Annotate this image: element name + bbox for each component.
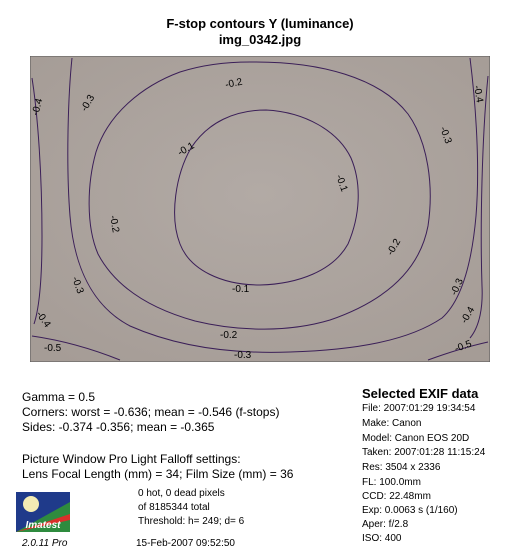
contour-label: -0.3 [448,276,467,298]
exif-row: File: 2007:01:29 19:34:54 [362,403,476,414]
contour-label: -0.1 [232,284,250,295]
exif-row: ISO: 400 [362,533,402,544]
exif-row: Exp: 0.0063 s (1/160) [362,505,458,516]
contour-label: -0.2 [224,76,244,91]
contour-label: -0.4 [30,97,46,117]
contour-label: -0.5 [453,338,474,355]
gamma-text: Gamma = 0.5 [22,390,96,404]
contour-plot [30,56,490,362]
contour-label: -0.4 [459,305,478,326]
sides-text: Sides: -0.374 -0.356; mean = -0.365 [22,420,215,434]
plot-area [30,56,490,362]
pixels-line1: 0 hot, 0 dead pixels [138,488,225,499]
exif-row: Make: Canon [362,418,422,429]
contour-label: -0.1 [333,173,350,194]
pw-heading: Picture Window Pro Light Falloff settings: [22,452,241,466]
contour-label: -0.1 [176,140,197,159]
contour-label: -0.3 [79,93,98,114]
contour-label: -0.2 [107,214,121,234]
contour-label: -0.3 [234,350,252,361]
pixels-line2: of 8185344 total [138,502,210,513]
contour-label: -0.3 [69,275,86,296]
contour-label: -0.5 [44,343,62,354]
contour-label: -0.3 [437,125,454,146]
report-date: 15-Feb-2007 09:52:50 [136,538,235,549]
contour-label: -0.4 [471,84,485,104]
exif-row: Model: Canon EOS 20D [362,433,470,444]
version-text: 2.0.11 Pro [22,538,68,549]
exif-row: Res: 3504 x 2336 [362,462,441,473]
corners-text: Corners: worst = -0.636; mean = -0.546 (f-stops) [22,405,280,419]
contour-label: -0.2 [385,237,404,258]
contour-label: -0.2 [220,330,238,341]
chart-subtitle: img_0342.jpg [218,32,302,47]
chart-title: F-stop contours Y (luminance) [166,16,354,31]
exif-row: Taken: 2007:01:28 11:15:24 [362,447,486,458]
imatest-logo [16,492,70,532]
pixels-line3: Threshold: h= 249; d= 6 [138,516,245,527]
exif-row: CCD: 22.48mm [362,491,431,502]
exif-row: FL: 100.0mm [362,477,421,488]
contour-label: -0.4 [33,309,53,330]
pw-values: Lens Focal Length (mm) = 34; Film Size (mm) = 36 [22,467,294,481]
exif-row: Aper: f/2.8 [362,519,409,530]
exif-title: Selected EXIF data [362,386,479,401]
svg-text:Imatest: Imatest [25,520,61,531]
